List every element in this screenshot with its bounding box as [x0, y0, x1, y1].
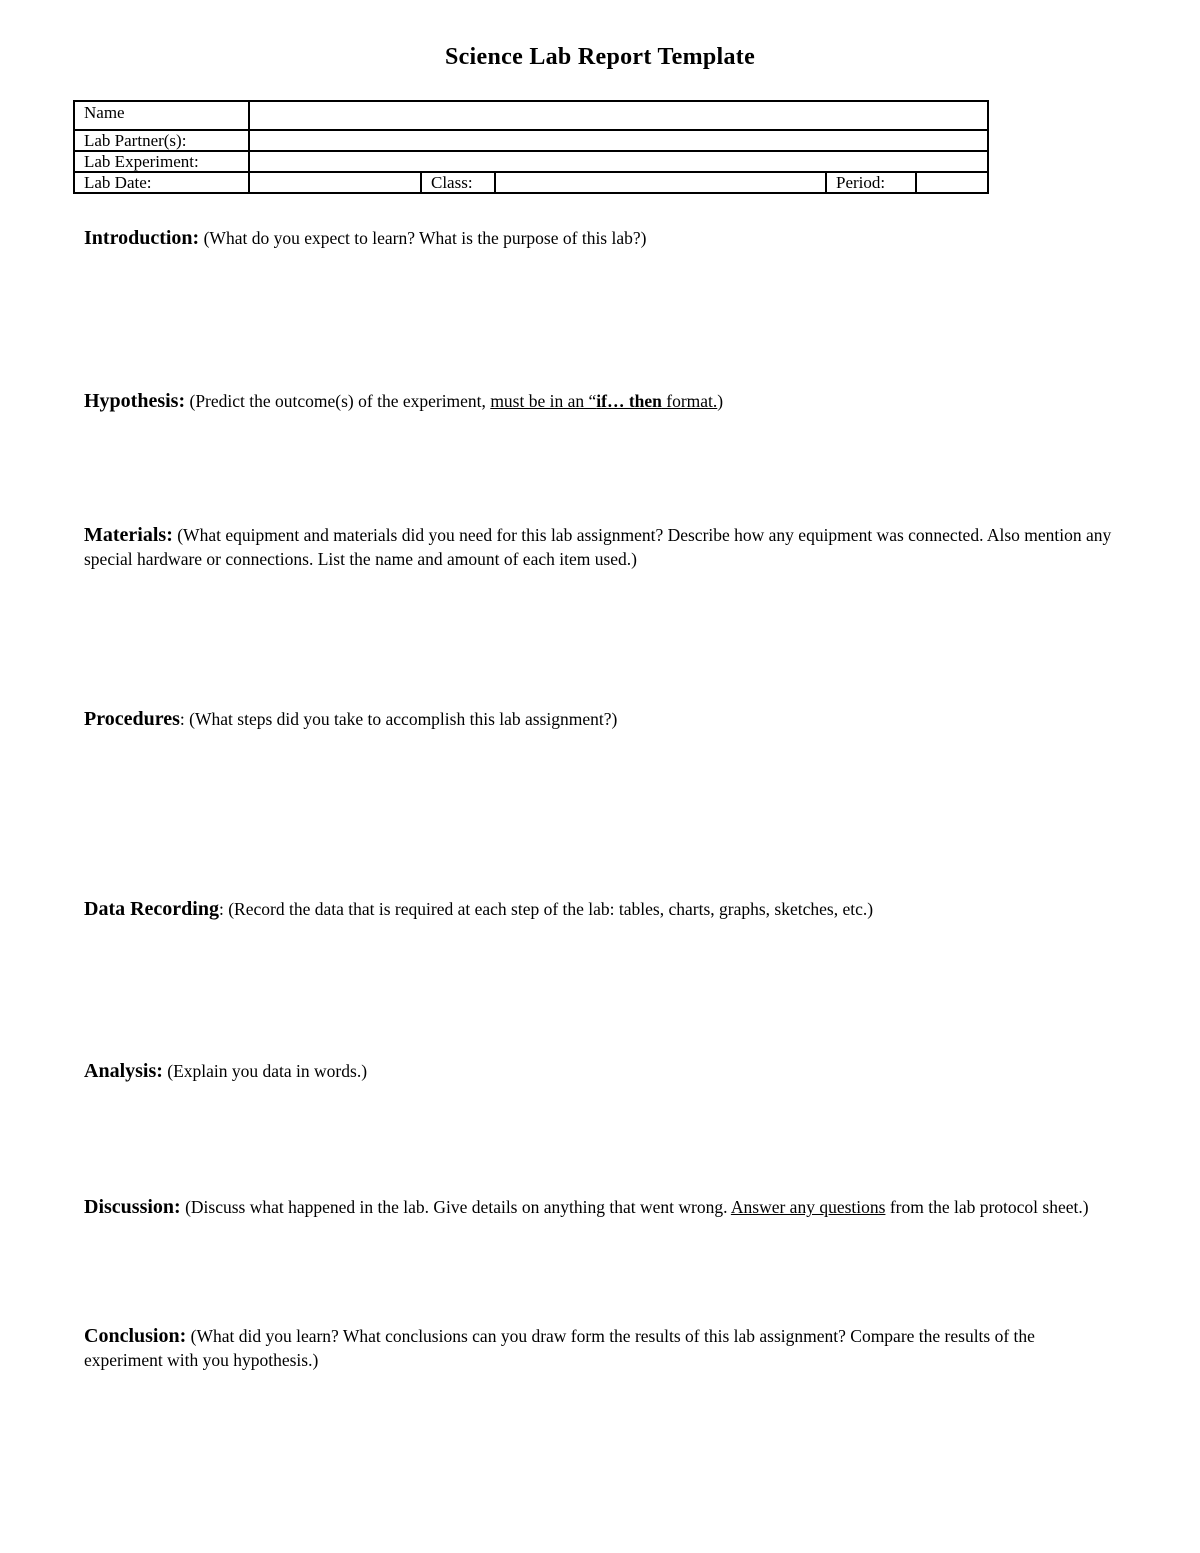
data-recording-colon: : — [218, 899, 229, 919]
hypothesis-prompt-underlined-1: must be in an “ — [490, 391, 597, 411]
analysis-section — [84, 1059, 1114, 1083]
name-field[interactable] — [249, 101, 988, 130]
lab-partners-row — [74, 130, 988, 151]
lab-experiment-field[interactable] — [249, 151, 988, 172]
student-info-table — [73, 100, 989, 194]
materials-heading: Materials: — [84, 524, 173, 546]
materials-prompt: (What equipment and materials did you need for this lab assignment? Describe how any equipment was connected. Also mention any special hardware or connections. List the name and amount of each item used.) — [84, 525, 1112, 569]
introduction-heading: Introduction: — [84, 227, 200, 249]
discussion-section — [84, 1195, 1114, 1219]
hypothesis-prompt-end: ) — [717, 391, 724, 411]
hypothesis-prompt-underlined-2: format. — [661, 391, 718, 411]
data-recording-prompt: (Record the data that is required at each step of the lab: tables, charts, graphs, sketches, etc.) — [228, 899, 874, 919]
analysis-heading: Analysis: — [84, 1060, 163, 1082]
analysis-prompt: (Explain you data in words.) — [167, 1061, 368, 1081]
lab-experiment-label: Lab Experiment: — [74, 151, 249, 172]
name-label: Name — [74, 101, 249, 130]
lab-experiment-row — [74, 151, 988, 172]
introduction-prompt: (What do you expect to learn? What is the purpose of this lab?) — [203, 228, 647, 248]
hypothesis-section — [84, 389, 1114, 413]
class-label: Class: — [421, 172, 495, 193]
lab-date-field[interactable] — [249, 172, 421, 193]
class-field[interactable] — [495, 172, 826, 193]
name-row — [74, 101, 988, 130]
data-recording-section — [84, 897, 1114, 921]
hypothesis-heading: Hypothesis: — [84, 390, 186, 412]
procedures-section — [84, 707, 1114, 731]
conclusion-heading: Conclusion: — [84, 1325, 187, 1347]
discussion-prompt-start: (Discuss what happened in the lab. Give details on anything that went wrong. — [185, 1197, 731, 1217]
discussion-heading: Discussion: — [84, 1196, 181, 1218]
procedures-heading: Procedures — [84, 708, 180, 730]
period-label: Period: — [826, 172, 916, 193]
hypothesis-prompt-start: (Predict the outcome(s) of the experiment, — [189, 391, 491, 411]
introduction-section — [84, 226, 1114, 250]
lab-partners-label: Lab Partner(s): — [74, 130, 249, 151]
lab-partners-field[interactable] — [249, 130, 988, 151]
discussion-prompt-underlined: Answer any questions — [730, 1197, 886, 1217]
materials-section — [84, 523, 1114, 571]
hypothesis-prompt-if-then: if… then — [596, 391, 662, 411]
date-class-period-row — [74, 172, 988, 193]
document-title: Science Lab Report Template — [444, 44, 756, 70]
discussion-prompt-end: from the lab protocol sheet.) — [885, 1197, 1089, 1217]
conclusion-section — [84, 1324, 1114, 1372]
conclusion-prompt: (What did you learn? What conclusions can you draw form the results of this lab assignment? Compare the results of the experiment with you hypothesis.) — [84, 1326, 1035, 1370]
lab-date-label: Lab Date: — [74, 172, 249, 193]
procedures-colon: : — [179, 709, 190, 729]
data-recording-heading: Data Recording — [84, 898, 219, 920]
procedures-prompt: (What steps did you take to accomplish this lab assignment?) — [189, 709, 618, 729]
period-field[interactable] — [916, 172, 988, 193]
